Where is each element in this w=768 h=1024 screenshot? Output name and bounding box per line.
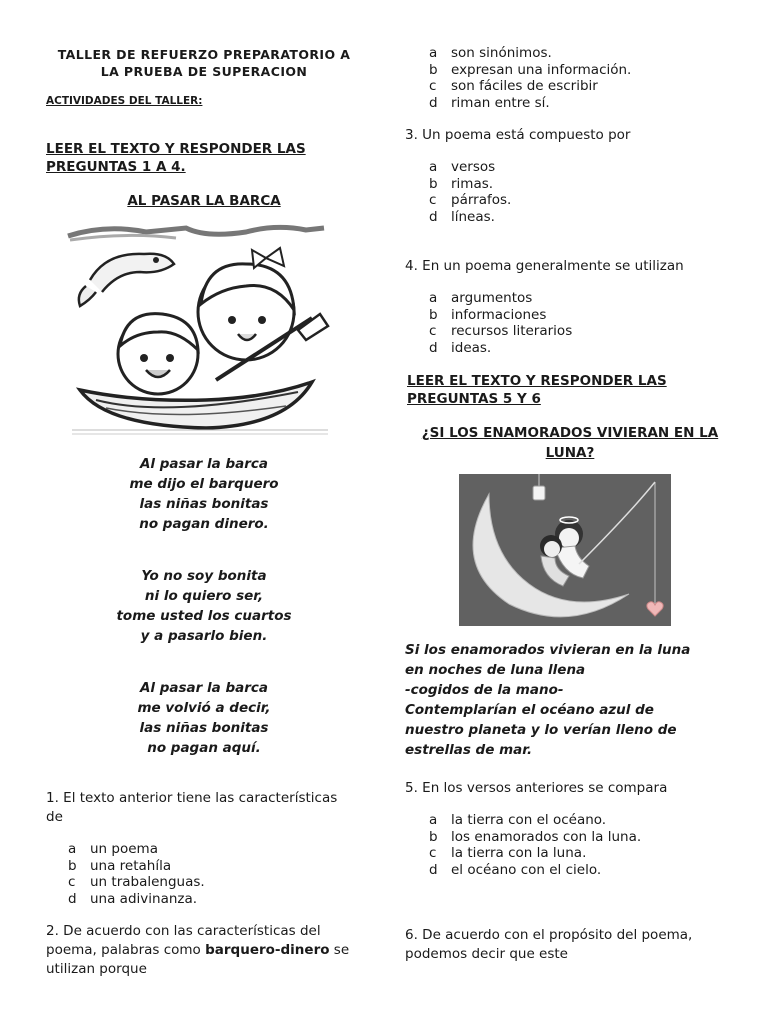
question-1: 1. El texto anterior tiene las características de <box>46 790 338 825</box>
option-letter: d <box>429 208 438 225</box>
option-a[interactable] <box>429 45 631 62</box>
option-a[interactable] <box>429 812 641 829</box>
verse: estrellas de mar. <box>405 742 533 758</box>
verse: me dijo el barquero <box>129 476 279 492</box>
option-text: el océano con el cielo. <box>451 861 602 878</box>
option-letter: a <box>429 159 438 175</box>
option-d[interactable] <box>429 95 631 112</box>
moon-illustration <box>459 474 671 626</box>
question-5: 5. En los versos anteriores se compara <box>405 780 668 796</box>
option-letter: d <box>429 339 438 356</box>
option-text: rimas. <box>451 175 494 192</box>
poem-title-barca: AL PASAR LA BARCA <box>127 193 281 209</box>
option-b[interactable] <box>429 176 511 193</box>
option-a[interactable] <box>429 290 572 307</box>
activities-heading: ACTIVIDADES DEL TALLER: <box>46 95 203 107</box>
verse: las niñas bonitas <box>139 496 269 512</box>
instruction-line-2: PREGUNTAS 1 A 4. <box>46 159 186 175</box>
question-5-options <box>429 812 641 878</box>
option-c[interactable] <box>429 845 641 862</box>
option-letter: d <box>68 890 77 907</box>
option-d[interactable] <box>68 891 205 908</box>
option-c[interactable] <box>68 874 205 891</box>
option-d[interactable] <box>429 209 511 226</box>
option-a[interactable] <box>68 841 205 858</box>
question-4-options <box>429 290 572 356</box>
option-c[interactable] <box>429 78 631 95</box>
option-b[interactable] <box>68 858 205 875</box>
verse: en noches de luna llena <box>405 662 586 678</box>
title-line-1: TALLER DE REFUERZO PREPARATORIO A <box>57 47 351 62</box>
verse: las niñas bonitas <box>139 720 269 736</box>
option-text: una retahíla <box>90 857 172 874</box>
option-letter: a <box>429 812 438 828</box>
poem-barca-stanza-3 <box>44 678 364 758</box>
option-a[interactable] <box>429 159 511 176</box>
option-letter: b <box>429 175 438 192</box>
option-letter: a <box>68 841 77 857</box>
option-text: la tierra con el océano. <box>451 812 607 828</box>
option-d[interactable] <box>429 862 641 879</box>
option-c[interactable] <box>429 323 572 340</box>
verse: Al pasar la barca <box>139 456 269 472</box>
question-3-options <box>429 159 511 225</box>
option-letter: c <box>429 323 437 339</box>
question-2-text-bold: barquero-dinero <box>205 942 330 958</box>
verse: Contemplarían el océano azul de <box>405 702 654 718</box>
poem-barca-stanza-1 <box>44 454 364 534</box>
question-3: 3. Un poema está compuesto por <box>405 127 631 143</box>
option-text: la tierra con la luna. <box>451 845 587 861</box>
option-text: son fáciles de escribir <box>451 78 598 94</box>
option-text: los enamorados con la luna. <box>451 828 642 845</box>
option-text: un poema <box>90 841 158 857</box>
page-title <box>44 46 364 80</box>
verse: me volvió a decir, <box>137 700 271 716</box>
instruction-line-1: LEER EL TEXTO Y RESPONDER LAS <box>46 141 306 157</box>
option-b[interactable] <box>429 62 631 79</box>
verse: no pagan dinero. <box>139 516 269 532</box>
option-d[interactable] <box>429 340 572 357</box>
instruction-line-1: LEER EL TEXTO Y RESPONDER LAS <box>407 373 667 389</box>
boat-illustration <box>66 222 338 440</box>
option-letter: b <box>429 828 438 845</box>
instruction-5-6 <box>407 372 667 408</box>
question-2-options <box>429 45 631 111</box>
verse: tome usted los cuartos <box>116 608 292 624</box>
poem-title-luna: ¿SI LOS ENAMORADOS VIVIERAN EN LA LUNA? <box>421 425 719 461</box>
option-letter: b <box>429 61 438 78</box>
verse: Al pasar la barca <box>139 680 269 696</box>
option-text: recursos literarios <box>451 323 573 339</box>
option-text: argumentos <box>451 290 533 306</box>
question-2 <box>46 922 364 979</box>
verse: no pagan aquí. <box>147 740 261 756</box>
option-letter: a <box>429 290 438 306</box>
option-letter: c <box>429 78 437 94</box>
verse: ni lo quiero ser, <box>144 588 264 604</box>
option-letter: b <box>429 306 438 323</box>
option-letter: d <box>429 861 438 878</box>
option-letter: c <box>68 874 76 890</box>
question-2-text-post: se utilizan porque <box>46 942 350 977</box>
option-text: párrafos. <box>451 192 512 208</box>
option-b[interactable] <box>429 307 572 324</box>
option-text: expresan una información. <box>451 61 632 78</box>
verse: -cogidos de la mano- <box>405 682 564 698</box>
verse: nuestro planeta y lo verían lleno de <box>405 722 677 738</box>
option-letter: c <box>429 192 437 208</box>
option-text: una adivinanza. <box>90 890 198 907</box>
instruction-1-4 <box>46 140 306 176</box>
option-text: informaciones <box>451 306 547 323</box>
option-text: ideas. <box>451 339 492 356</box>
poem-barca-stanza-2 <box>44 566 364 646</box>
question-4: 4. En un poema generalmente se utilizan <box>405 258 684 274</box>
question-2-text-pre: 2. De acuerdo con las características del poema, palabras como <box>46 923 321 958</box>
question-6: 6. De acuerdo con el propósito del poema, podemos decir que este <box>405 927 693 962</box>
option-c[interactable] <box>429 192 511 209</box>
poem-luna <box>405 640 735 760</box>
instruction-line-2: PREGUNTAS 5 Y 6 <box>407 391 541 407</box>
option-letter: c <box>429 845 437 861</box>
question-1-options <box>68 841 205 907</box>
option-letter: b <box>68 857 77 874</box>
option-b[interactable] <box>429 829 641 846</box>
option-text: un trabalenguas. <box>90 874 205 890</box>
verse: Yo no soy bonita <box>141 568 267 584</box>
option-text: riman entre sí. <box>451 94 550 111</box>
option-letter: d <box>429 94 438 111</box>
option-text: líneas. <box>451 208 495 225</box>
title-line-2: LA PRUEBA DE SUPERACION <box>100 64 308 79</box>
option-text: son sinónimos. <box>451 45 552 61</box>
option-letter: a <box>429 45 438 61</box>
option-text: versos <box>451 159 496 175</box>
verse: y a pasarlo bien. <box>140 628 268 644</box>
verse: Si los enamorados vivieran en la luna <box>405 642 691 658</box>
